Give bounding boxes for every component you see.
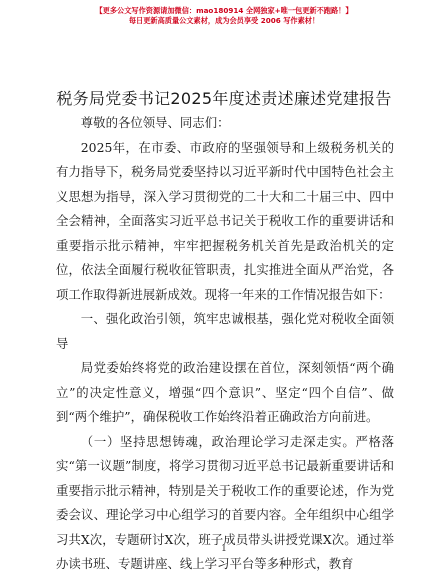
paragraph: 2025年，在市委、市政府的坚强领导和上级税务机关的有力指导下，税务局党委坚持以习近平新时代中国特色社会主义思想为指导，深入学习贯彻党的二十大和二十届三中、四中全会精神，全面落实习近平总书记关于税收工作的重要讲话和重要指示批示精神，牢牢把握税务机关首先是政治机关的定位，依法全面履行税收征管职责，扎实推进全面从严治党，各项工作取得新进展新成效。现将一年来的工作情况报告如下： [56, 139, 394, 302]
document-title: 税务局党委书记2025年度述责述廉述党建报告 [56, 89, 392, 108]
paragraph: （一）坚持思想铸魂，政治理论学习走深走实。严格落实“第一议题”制度，将学习贯彻习近平总书记最新重要讲话和重要指示批示精神，特别是关于税收工作的重要论述，作为党委会议、理论学习中心组学习的首要内容。全年组织中心组学习共X次，专题研讨X次，班子成员带头讲授党课X次。通过举办读书班、专题讲座、线上学习平台等多种形式，教育 [56, 433, 394, 571]
promo-banner [0, 6, 448, 26]
section-heading: 一、强化政治引领，筑牢忠诚根基，强化党对税收全面领导 [56, 311, 394, 351]
promo-banner-line-1: 【更多公文写作资源请加微信：mao180914 全网独家+唯一包更新不跑路！】 [95, 6, 353, 15]
page-number: 1 [221, 544, 227, 554]
promo-banner-line-2: 每日更新高质量公文素材，成为会员享受 2006 写作素材！ [128, 16, 320, 25]
salutation: 尊敬的各位领导、同志们： [80, 115, 230, 130]
paragraph: 局党委始终将党的政治建设摆在首位，深刻领悟“两个确立”的决定性意义，增强“四个意识”、坚定“四个自信”、做到“两个维护”，确保税收工作始终沿着正确政治方向前进。 [56, 360, 394, 424]
document-body [56, 111, 394, 577]
